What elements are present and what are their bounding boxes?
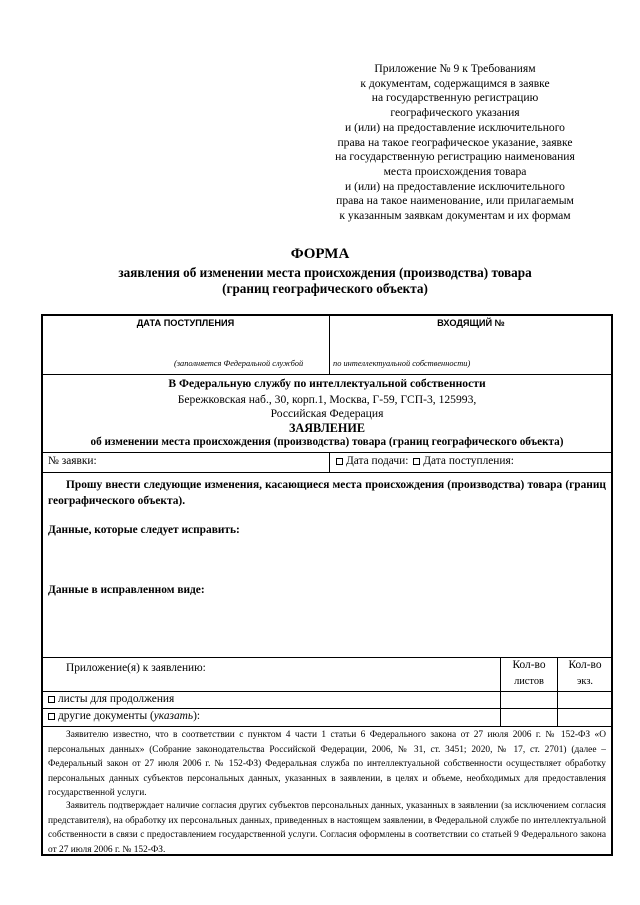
row-divider <box>42 452 612 453</box>
statement-title: ЗАЯВЛЕНИЕ <box>289 421 365 435</box>
statement-subtitle: об изменении места происхождения (производства) товара (границ географического объекта) <box>90 436 564 448</box>
consent-paragraph-1: Заявителю известно, что в соответствии с пунктом 4 части 1 статьи 6 Федерального закона от 27 июля 2006 г. № 152-ФЗ «О персональных данных» (Собрание законодательства Российской Федерации, 2006, № 31, ст. 3451; 2020, № 17, ст. 2701) (далее – Федеральный закон от 27 июля 2006 г. № 152-ФЗ) Федеральная служба по интеллектуальной собственности осуществляет обработку персональных данных субъектов персональных данных, указанных в заявлении, в целях и объеме, необходимых для предоставления государственной услуги. <box>48 730 606 799</box>
row-divider <box>42 472 612 473</box>
sheets-count-header-1: Кол-во <box>512 659 546 671</box>
column-divider <box>329 452 330 472</box>
continuation-sheets-label: листы для продолжения <box>58 693 175 705</box>
row-divider <box>42 726 612 727</box>
attachments-label: Приложение(я) к заявлению: <box>66 662 206 674</box>
fill-note-left: (заполняется Федеральной службой <box>174 359 304 368</box>
appendix-line: права на такое наименование, или прилагаемым <box>336 194 574 208</box>
dates-cell <box>336 455 514 467</box>
other-documents-checkbox[interactable] <box>48 713 55 720</box>
appendix-line: географического указания <box>390 106 520 120</box>
appendix-line: на государственную регистрацию <box>371 91 539 105</box>
appendix-line: и (или) на предоставление исключительного <box>345 179 565 193</box>
addressee-line-2: Бережковская наб., 30, корп.1, Москва, Г-59, ГСП-3, 125993, <box>177 393 477 406</box>
form-title: ФОРМА <box>290 246 350 262</box>
appendix-line: Приложение № 9 к Требованиям <box>374 62 536 75</box>
fill-note-right: по интеллектуальной собственности) <box>333 359 471 368</box>
other-documents-tail: ): <box>193 710 201 722</box>
other-documents-row <box>48 710 200 722</box>
appendix-line: на государственную регистрацию наименования <box>335 150 575 164</box>
corrected-data-label: Данные в исправленном виде: <box>48 584 205 596</box>
request-text: Прошу внести следующие изменения, касающиеся места происхождения (производства) товара (границ географического объекта). <box>48 479 606 508</box>
appendix-line: права на такое географическое указание, заявке <box>337 135 573 149</box>
other-documents-label: другие документы ( <box>58 710 154 722</box>
filing-date-label: Дата подачи: <box>346 455 409 467</box>
appendix-header <box>310 62 600 224</box>
row-divider <box>42 657 612 658</box>
consent-paragraph-2: Заявитель подтверждает наличие согласия других субъектов персональных данных, указанных в заявлении (за исключением согласия представителя), на обработку их персональных данных, приведенных в настоящем заявлении, в Федеральной службе по интеллектуальной собственности в связи с предоставлением государственной услуги. Согласия оформлены в соответствии со статьей 9 Федерального закона от 27 июля 2006 г. № 152-ФЗ. <box>48 801 606 855</box>
addressee-line-3: Российская Федерация <box>270 407 384 420</box>
data-to-correct-label: Данные, которые следует исправить: <box>48 524 240 536</box>
appendix-line: к документам, содержащимся в заявке <box>360 76 550 90</box>
appendix-line: места происхождения товара <box>383 164 527 178</box>
other-documents-hint: указать <box>153 710 194 722</box>
incoming-number-header: ВХОДЯЩИЙ № <box>437 318 505 328</box>
receipt-date-checkbox[interactable] <box>413 458 420 465</box>
form-subtitle-line-2: (границ географического объекта) <box>222 280 428 296</box>
copies-count-header-1: Кол-во <box>568 659 602 671</box>
addressee-line-1: В Федеральную службу по интеллектуальной собственности <box>168 377 486 390</box>
row-divider <box>42 708 612 709</box>
date-received-header: ДАТА ПОСТУПЛЕНИЯ <box>136 318 235 328</box>
filing-date-checkbox[interactable] <box>336 458 343 465</box>
continuation-sheets-row <box>48 693 174 705</box>
application-number-label: № заявки: <box>48 455 97 467</box>
row-divider <box>42 374 612 375</box>
row-divider <box>42 691 612 692</box>
form-subtitle <box>60 265 590 296</box>
form-subtitle-line-1: заявления об изменении места происхождения (производства) товара <box>118 265 532 280</box>
appendix-line: к указанным заявкам документам и их формам <box>339 209 571 223</box>
sheets-count-header-2: листов <box>514 676 544 687</box>
continuation-sheets-checkbox[interactable] <box>48 696 55 703</box>
copies-count-header-2: экз. <box>576 676 594 687</box>
appendix-line: и (или) на предоставление исключительного <box>345 120 565 134</box>
receipt-date-label: Дата поступления: <box>423 455 514 467</box>
